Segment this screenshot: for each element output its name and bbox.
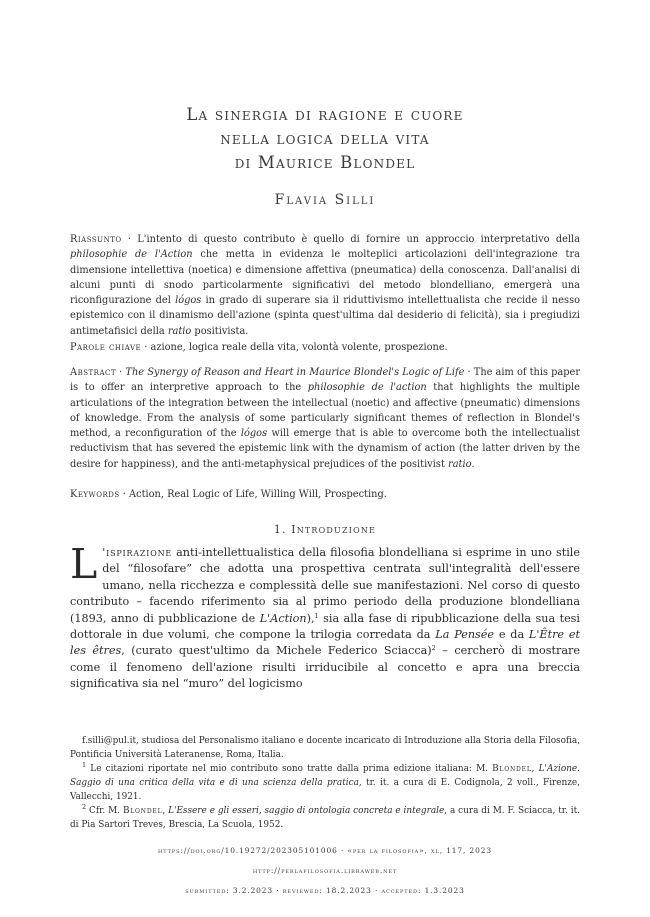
lead-in-word: 'ispirazione — [102, 546, 173, 559]
italian-abstract — [70, 232, 580, 339]
keywords-label: Keywords — [70, 489, 120, 500]
footnote-2 — [70, 805, 580, 833]
section-title: Introduzione — [291, 523, 377, 536]
riassunto-italic-2: lógos — [175, 295, 202, 307]
abstract-italic-2: lógos — [240, 428, 268, 440]
body-text-3: sia alla fase di ripubblicazione della sua tesi dottorale in due volumi, che compone la trilogia corredata da — [70, 611, 581, 642]
keywords-text: Action, Real Logic of Life, Willing Will, Prospecting. — [129, 489, 387, 500]
footnote-2-text-3: , a cura di M. F. Sciacca, tr. it. di Pia Sartori Treves, Brescia, La Scuola, 1952. — [70, 806, 580, 830]
riassunto-separator: · — [121, 234, 138, 245]
body-text-5: , (curato quest'ultimo da Michele Federico Sciacca) — [121, 644, 432, 658]
riassunto-italic-1: philosophie de l'Action — [70, 249, 193, 261]
body-italic-3: L'Être et les êtres — [70, 628, 580, 658]
footnote-1-text-1: Le citazioni riportate nel mio contributo sono tratte dalla prima edizione italiana: M. — [86, 764, 493, 774]
riassunto-text-1: L'intento di questo contributo è quello di fornire un approccio interpretativo della — [137, 234, 580, 245]
riassunto-label: Riassunto — [70, 234, 122, 245]
article-title — [60, 103, 590, 175]
body-text-1: anti-intellettualistica della filosofia blondelliana si esprime in uno stile del “filosofare” che adotta una prospettiva centrata sull'integralità dell'essere umano, nella ricchezza e complessità delle sue manifestazioni. Nel corso di questo contributo – facendo riferimento sia al primo periodo della produzione blondelliana (1893, anno di pubblicazione de — [70, 546, 580, 625]
footnote-2-text-2: , — [162, 806, 169, 816]
footnote-1-author: Blondel — [492, 764, 532, 774]
riassunto-text-4: positivista. — [191, 325, 249, 337]
footnote-2-book-title: L'Essere e gli esseri, saggio di ontologia concreta e integrale — [168, 806, 445, 816]
body-paragraph — [70, 540, 581, 693]
title-line-3: di Maurice Blondel — [234, 153, 416, 172]
abstract-text-2: that highlights the multiple articulations of the integration between the intellectual (noetic) and affective (pneumatic) dimensions of knowledge. From the analysis of some particularly significant themes of reflection in Blondel's method, a reconfiguration of the — [70, 382, 580, 440]
footnote-2-text-1: Cfr. M. — [86, 806, 123, 816]
section-heading — [60, 523, 590, 536]
author-name: Flavia Silli — [274, 192, 376, 208]
footnote-2-author: Blondel — [122, 806, 163, 816]
abstract-text-3: will emerge that is able to overcome both the intellectualist reductivism that has severed the epistemic link with the dynamism of action (the latter driven by the desire for happiness), and the anti-metaphysical prejudices of the positivist — [70, 428, 580, 470]
author-footnote: f.silli@pul.it, studiosa del Personalismo italiano e docente incaricato di Introduzione alla Storia della Filosofia, Pontificia Università Lateranense, Roma, Italia. — [70, 736, 580, 760]
abstract-italic-1: philosophie de l'action — [307, 382, 427, 394]
riassunto-italic-3: ratio — [167, 325, 192, 337]
keywords — [70, 487, 580, 502]
doi-line[interactable]: https://doi.org/10.19272/202305101006 · «per la filosofia», xl, 117, 2023 — [158, 846, 492, 855]
journal-url[interactable]: http://perlafilosofia.libraweb.net — [252, 866, 398, 875]
parole-chiave-separator: · — [141, 342, 151, 353]
body-text-2: ), — [306, 611, 315, 625]
abstract-text-4: . — [471, 458, 475, 470]
abstract-english-title: The Synergy of Reason and Heart in Maurice Blondel's Logic of Life — [125, 367, 465, 378]
footnote-ref-2[interactable]: 2 — [431, 644, 436, 653]
riassunto-text-2: che metta in evidenza le molteplici articolazioni dell'integrazione tra dimensione intellettiva (noetica) e dimensione affettiva (pneumatica) della conoscenza. Dall'analisi di alcuni punti di snodo particolarmente significativi del metodo blondelliano, emergerà una riconfigurazione del — [70, 249, 580, 307]
body-italic-1: L'Action — [259, 611, 307, 625]
title-line-2: nella logica della vita — [220, 129, 430, 148]
abstract-italic-3: ratio — [448, 458, 472, 470]
parole-chiave-text: azione, logica reale della vita, volontà volente, prospezione. — [150, 342, 448, 353]
abstract-separator: · — [116, 367, 126, 378]
keywords-separator: · — [119, 489, 130, 500]
parole-chiave — [70, 340, 580, 355]
parole-chiave-label: Parole chiave — [70, 342, 142, 353]
footnote-2-number: 2 — [82, 803, 87, 811]
footnote-1-text-2: , — [531, 764, 539, 774]
section-number: 1. — [273, 523, 287, 536]
drop-cap: L — [70, 540, 98, 588]
submission-dates: submitted: 3.2.2023 · reviewed: 18.2.2023 · accepted: 1.3.2023 — [185, 886, 465, 895]
footnote-1-text-3: , tr. it. a cura di E. Codignola, 2 voll., Firenze, Vallecchi, 1921. — [70, 777, 580, 802]
title-line-1: La sinergia di ragione e cuore — [186, 105, 464, 124]
footnote-1-number: 1 — [82, 761, 87, 769]
abstract-label: Abstract — [70, 367, 117, 378]
body-italic-2: La Pensée — [435, 628, 495, 642]
footnote-ref-1[interactable]: 1 — [314, 611, 319, 620]
english-abstract — [70, 365, 580, 472]
abstract-text-1: · The aim of this paper is to offer an interpretive approach to the — [70, 367, 580, 394]
footnote-1 — [70, 763, 580, 804]
body-text-6: – cercherò di mostrare come il fenomeno dell'azione risulti irriducibile al concetto e apra una breccia significativa sia nel “muro” del logicismo — [70, 644, 580, 691]
footnote-1-book-title: L'Azione. Saggio di una critica della vita e di una scienza della pratica — [70, 764, 580, 788]
riassunto-text-3: in grado di superare sia il riduttivismo intellettualista che recide il nesso epistemico con il dinamismo dell'azione (spinta quest'ultima dal desiderio di felicità), sia i pregiudizi antimetafisici della — [70, 295, 580, 337]
body-text-4: e da — [494, 628, 529, 642]
